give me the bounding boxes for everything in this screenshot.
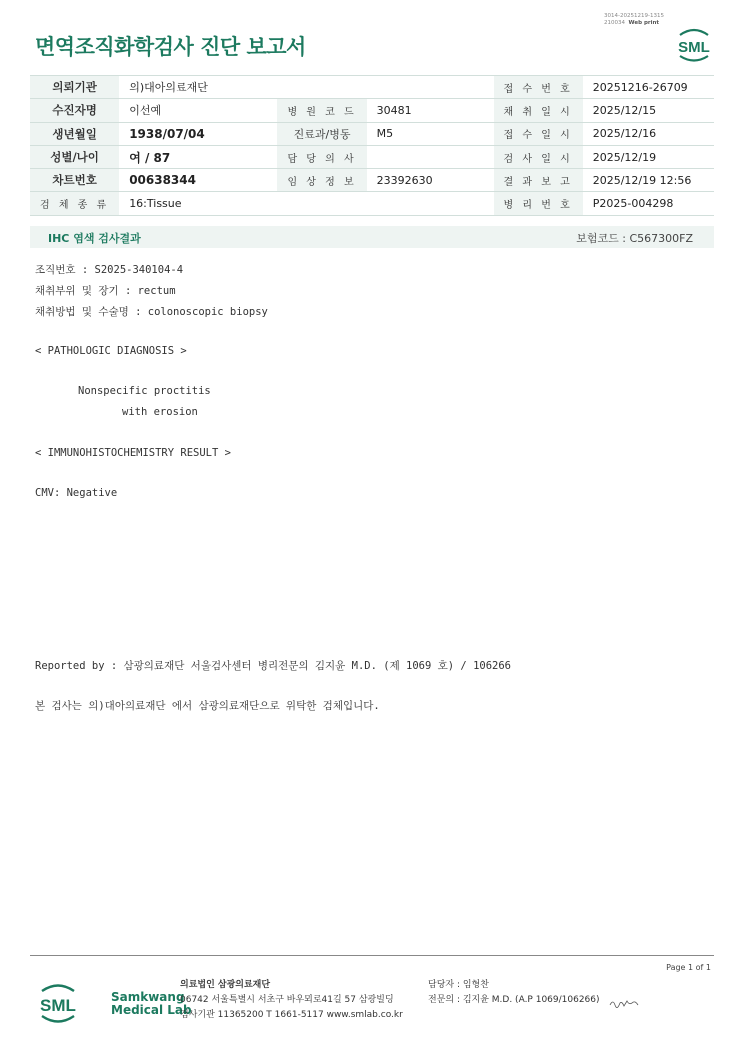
- collect-date-label: 채 취 일 시: [494, 99, 583, 122]
- path-no-value: P2025-004298: [583, 192, 714, 215]
- path-no-label: 병 리 번 호: [494, 192, 583, 215]
- collection-site: 채취부위 및 장기 : rectum: [35, 285, 176, 297]
- institution-label: 의뢰기관: [30, 76, 119, 99]
- institution-value: 의)대아의료재단: [119, 76, 493, 99]
- chart-no-label: 차트번호: [30, 169, 119, 192]
- dob-label: 생년월일: [30, 122, 119, 145]
- table-row: [30, 122, 714, 145]
- table-row: [30, 192, 714, 215]
- diagnosis-line-1: Nonspecific proctitis: [78, 385, 211, 397]
- collection-method: 채취방법 및 수술명 : colonoscopic biopsy: [35, 306, 268, 318]
- receipt-no-value: 20251216-26709: [583, 76, 714, 99]
- table-row: [30, 99, 714, 122]
- signature-icon: [608, 997, 640, 1009]
- dob-value: 1938/07/04: [119, 122, 277, 145]
- consignment-note: 본 검사는 의)대아의료재단 에서 삼광의료재단으로 위탁한 검체입니다.: [35, 700, 380, 712]
- diagnosis-header: < PATHOLOGIC DIAGNOSIS >: [35, 345, 187, 357]
- footer-divider: [30, 955, 714, 956]
- patient-value: 이선예: [119, 99, 277, 122]
- org-address: 06742 서울특별시 서초구 바우뫼로41길 57 삼광빌딩: [180, 995, 394, 1005]
- table-row: [30, 145, 714, 168]
- hospital-code-value: 30481: [367, 99, 494, 122]
- specialist-name: 전문의 : 김지윤 M.D. (A.P 1069/106266): [428, 995, 600, 1005]
- ihc-result: CMV: Negative: [35, 487, 118, 499]
- patient-label: 수진자명: [30, 99, 119, 122]
- chart-no-value: 00638344: [119, 169, 277, 192]
- result-section-header: [30, 226, 714, 248]
- lab-name-line1: Samkwang: [111, 990, 185, 1004]
- table-row: [30, 76, 714, 99]
- hospital-code-label: 병 원 코 드: [277, 99, 366, 122]
- page-number: Page 1 of 1: [666, 963, 711, 972]
- specimen-value: 16:Tissue: [119, 192, 493, 215]
- report-title: 면역조직화학검사 진단 보고서: [35, 35, 306, 59]
- collect-date-value: 2025/12/15: [583, 99, 714, 122]
- lab-name: [84, 991, 192, 1017]
- section-title: IHC 염색 검사결과: [48, 232, 141, 245]
- dept-value: M5: [367, 122, 494, 145]
- print-code-line2: 210034: [604, 20, 625, 26]
- sml-logo-icon: [674, 27, 714, 63]
- sml-footer-logo-icon: [37, 980, 79, 1026]
- dept-label: 진료과/병동: [277, 122, 366, 145]
- sex-age-value: 여 / 87: [119, 145, 277, 168]
- footer-org-info: [180, 978, 403, 1023]
- doctor-label: 담 당 의 사: [277, 145, 366, 168]
- receipt-date-value: 2025/12/16: [583, 122, 714, 145]
- patient-info-table: [30, 75, 714, 216]
- reported-by: Reported by : 삼광의료재단 서울검사센터 병리전문의 김지윤 M.D. (제 1069 호) / 106266: [35, 660, 512, 672]
- insurance-code: 보험코드 : C567300FZ: [576, 232, 693, 245]
- diagnosis-line-2: with erosion: [122, 406, 198, 418]
- org-contact: 검사기관 11365200 T 1661-5117 www.smlab.co.kr: [180, 1010, 403, 1020]
- clinical-info-value: 23392630: [367, 169, 494, 192]
- table-row: [30, 169, 714, 192]
- receipt-date-label: 접 수 일 시: [494, 122, 583, 145]
- exam-date-label: 검 사 일 시: [494, 145, 583, 168]
- doctor-value: [367, 145, 494, 168]
- logo-text: SML: [678, 39, 710, 56]
- staff-name: 담당자 : 임형찬: [428, 980, 489, 990]
- tissue-number: 조직번호 : S2025-340104-4: [35, 264, 184, 276]
- org-name: 의료법인 삼광의료재단: [180, 980, 271, 990]
- lab-name-line2: Medical Lab: [111, 1003, 192, 1017]
- footer-staff-info: [428, 978, 600, 1008]
- footer-logo-text: SML: [40, 996, 76, 1015]
- print-code: [604, 13, 664, 27]
- sex-age-label: 성별/나이: [30, 145, 119, 168]
- clinical-info-label: 임 상 정 보: [277, 169, 366, 192]
- print-code-line1: 3014-20251219-1315: [604, 13, 664, 19]
- web-print-label: Web print: [628, 20, 660, 26]
- report-date-label: 결 과 보 고: [494, 169, 583, 192]
- exam-date-value: 2025/12/19: [583, 145, 714, 168]
- receipt-no-label: 접 수 번 호: [494, 76, 583, 99]
- specimen-label: 검 체 종 류: [30, 192, 119, 215]
- report-date-value: 2025/12/19 12:56: [583, 169, 714, 192]
- ihc-header: < IMMUNOHISTOCHEMISTRY RESULT >: [35, 447, 231, 459]
